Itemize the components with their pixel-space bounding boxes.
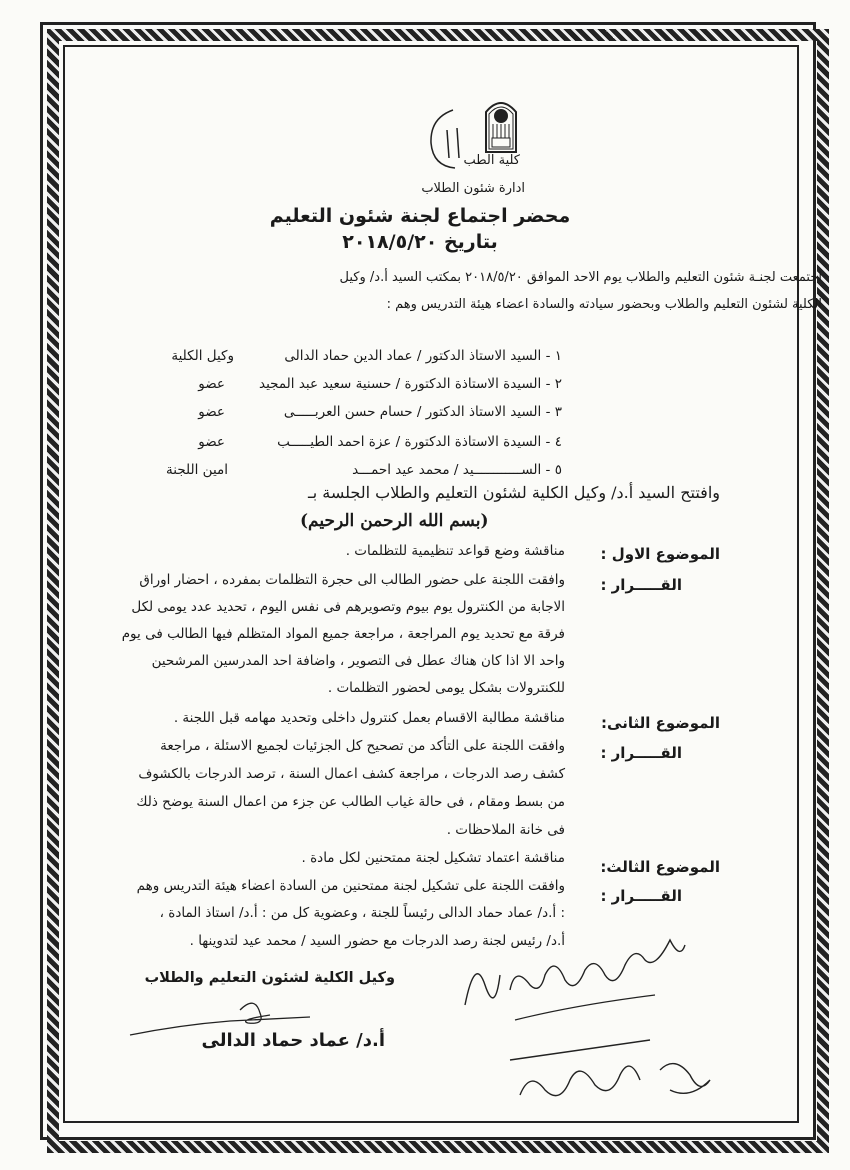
member-role: امين اللجنة (166, 462, 228, 478)
department-name: ادارة شئون الطلاب (421, 181, 525, 196)
signature-members-1 (455, 935, 695, 1025)
topic-2-decision-label: القـــــرار : (600, 744, 682, 762)
signature-members-2 (500, 1020, 720, 1110)
topic-1-subject: مناقشة وضع قواعد تنظيمية للتظلمات . (345, 543, 565, 559)
topic-2-subject: مناقشة مطالبة الاقسام بعمل كنترول داخلى وتحديد مهامه قبل اللجنة . (173, 710, 565, 726)
member-name: ٢ - السيدة الاستاذة الدكتورة / حسنية سعيد عبد المجيد (258, 376, 562, 392)
signatory-title: وكيل الكلية لشئون التعليم والطلاب (144, 970, 395, 986)
opening-statement: وافتتح السيد أ.د/ وكيل الكلية لشئون التعليم والطلاب الجلسة بـ (308, 483, 720, 502)
decision-line: وافقت اللجنة على تشكيل لجنة ممتحنين من السادة اعضاء هيئة التدريس وهم (136, 878, 565, 894)
signature-dean (120, 995, 320, 1055)
decision-line: وافقت اللجنة على حضور الطالب الى حجرة التظلمات بمفرده ، احضار اوراق (139, 572, 565, 588)
university-logo-icon (484, 96, 518, 154)
member-role: عضو (198, 376, 225, 392)
topic-1-decision-label: القـــــرار : (600, 576, 682, 594)
intro-line-1: اجتمعت لجنـة شئون التعليم والطلاب يوم الاحد الموافق ٢٠١٨/٥/٢٠ بمكتب السيد أ.د/ وكيل (339, 270, 822, 285)
decision-line: فرقة مع تحديد يوم المراجعة ، مراجعة جميع المواد المتظلم فيها الطالب فى يوم (121, 626, 565, 642)
basmala: (بسم الله الرحمن الرحيم) (300, 511, 489, 531)
decision-line: للكنترولات بشكل يومى لحضور التظلمات . (327, 680, 565, 696)
handwritten-page-number (425, 108, 475, 170)
document-date: بتاريخ ٢٠١٨/٥/٢٠ (342, 231, 498, 253)
member-role: عضو (198, 404, 225, 420)
document-title: محضر اجتماع لجنة شئون التعليم (269, 205, 571, 227)
decision-line: من بسط ومقام ، فى حالة غياب الطالب عن جزء من اعمال السنة يوضح ذلك (136, 794, 565, 810)
member-name: ٤ - السيدة الاستاذة الدكتورة / عزة احمد الطيـــــب (277, 434, 562, 450)
decision-line: كشف رصد الدرجات ، مراجعة كشف اعمال السنة ، ترصد الدرجات بالكشوف (138, 766, 565, 782)
topic-3-subject: مناقشة اعتماد تشكيل لجنة ممتحنين لكل مادة . (301, 850, 565, 866)
decision-line: وافقت اللجنة على التأكد من تصحيح كل الجزئيات لجميع الاسئلة ، مراجعة (160, 738, 565, 754)
member-role: وكيل الكلية (171, 348, 234, 364)
decision-line: : أ.د/ عماد حماد الدالى رئيساً للجنة ، وعضوية كل من : أ.د/ استاذ المادة ، (159, 905, 565, 921)
decision-line: أ.د/ رئيس لجنة رصد الدرجات مع حضور السيد / محمد عيد لتدوينها . (189, 933, 565, 949)
topic-3-label: الموضوع الثالث: (600, 858, 720, 876)
topic-3-decision-label: القـــــرار : (600, 887, 682, 905)
faculty-name: كلية الطب (463, 153, 520, 168)
intro-line-2: الكلية لشئون التعليم والطلاب وبحضور سيادته والسادة اعضاء هيئة التدريس وهم : (386, 297, 822, 312)
decision-line: واحد الا اذا كان هناك عطل فى التصوير ، واضافة احد المدرسين المرشحين (151, 653, 565, 669)
signatory-name: أ.د/ عماد حماد الدالى (201, 1030, 385, 1051)
member-name: ٥ - الســــــــــــيد / محمد عيد احمـــد (352, 462, 562, 478)
topic-1-label: الموضوع الاول : (600, 545, 720, 563)
decision-line: الاجابة من الكنترول يوم بيوم وتصويرهم فى نفس اليوم ، تحديد عدد يومى لكل (131, 599, 565, 615)
decision-line: فى خانة الملاحظات . (446, 822, 565, 838)
member-name: ١ - السيد الاستاذ الدكتور / عماد الدين حماد الدالى (284, 348, 562, 364)
topic-2-label: الموضوع الثانى: (601, 714, 720, 732)
member-name: ٣ - السيد الاستاذ الدكتور / حسام حسن العربـــــى (283, 404, 562, 420)
member-role: عضو (198, 434, 225, 450)
